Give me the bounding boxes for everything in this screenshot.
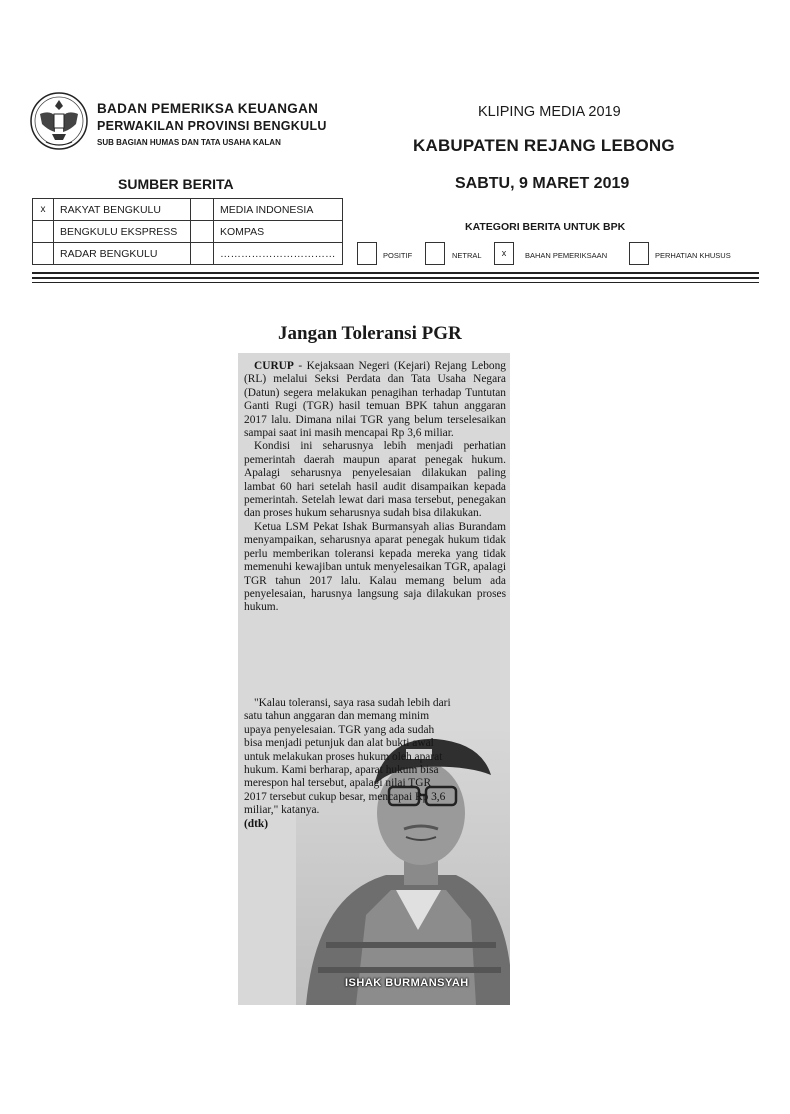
clipping-date: SABTU, 9 MARET 2019 — [455, 175, 630, 192]
article-dateline: CURUP — [254, 360, 294, 372]
article-quote-column — [244, 697, 462, 831]
kategori-checkbox-netral[interactable] — [425, 242, 445, 265]
article-paragraph: "Kalau toleransi, saya rasa sudah lebih dari satu tahun anggaran dan memang minim upaya penyelesaian. TGR yang ada sudah bisa menjadi petunjuk dan alat bukti awal untuk melakukan proses hukum oleh aparat hukum. Kami berharap, aparat hukum bisa merespon hal tersebut, apalagi nilai TGR 2017 tersebut cukup besar, mencapai Rp 3,6 miliar," katanya. — [244, 697, 451, 817]
org-name: BADAN PEMERIKSA KEUANGAN — [97, 101, 319, 116]
source-label: BENGKULU EKSPRESS — [54, 221, 191, 243]
org-branch: PERWAKILAN PROVINSI BENGKULU — [97, 119, 327, 133]
source-label: KOMPAS — [214, 221, 343, 243]
source-checkbox[interactable] — [191, 221, 214, 243]
source-label: RAKYAT BENGKULU — [54, 199, 191, 221]
photo-caption: ISHAK BURMANSYAH — [345, 977, 469, 989]
kategori-checkbox-perhatian-khusus[interactable] — [629, 242, 649, 265]
kategori-checkbox-bahan-pemeriksaan[interactable]: x — [494, 242, 514, 265]
article-signoff: (dtk) — [244, 817, 269, 830]
kategori-label-bahan-pemeriksaan: BAHAN PEMERIKSAAN — [525, 251, 608, 260]
article-headline: Jangan Toleransi PGR — [278, 323, 462, 344]
article-paragraph: Kondisi ini seharusnya lebih menjadi perhatian pemerintah daerah maupun aparat penegak hukum. Apalagi seharusnya penyelesaian dilakukan paling lambat 60 hari setelah hasil audit disampaikan kepada pemerintah. Setelah lewat dari masa tersebut, penegakan dan proses hukum seharusnya sudah bisa dilakukan. — [244, 440, 506, 520]
org-subdivision: SUB BAGIAN HUMAS DAN TATA USAHA KALAN — [97, 138, 281, 147]
article-paragraph-text: - Kejaksaan Negeri (Kejari) Rejang Lebong (RL) melalui Seksi Perdata dan Tata Usaha Negara (Datun) segera melakukan penagihan terhadap Tuntutan Ganti Rugi (TGR) hasil temuan BPK tahun anggaran 2017 lalu. Dimana nilai TGR yang belum terselesaikan sampai saat ini masih mencapai Rp 3,6 miliar. — [244, 360, 506, 440]
source-checkbox[interactable]: x — [33, 199, 54, 221]
source-label: …………………………… — [214, 243, 343, 265]
bpk-garuda-logo-icon — [28, 88, 90, 154]
kliping-title: KLIPING MEDIA 2019 — [478, 104, 621, 120]
divider — [32, 272, 759, 274]
source-row — [33, 243, 343, 265]
source-row — [33, 221, 343, 243]
source-checkbox[interactable] — [33, 221, 54, 243]
article-body — [244, 360, 506, 615]
kategori-title: KATEGORI BERITA UNTUK BPK — [465, 221, 626, 233]
source-label: MEDIA INDONESIA — [214, 199, 343, 221]
article-paragraph — [244, 360, 506, 440]
kabupaten-title: KABUPATEN REJANG LEBONG — [413, 136, 675, 155]
source-checkbox[interactable] — [191, 199, 214, 221]
sumber-berita-title: SUMBER BERITA — [118, 176, 234, 192]
source-table — [32, 198, 343, 265]
kategori-label-perhatian-khusus: PERHATIAN KHUSUS — [655, 251, 731, 260]
kategori-checkbox-positif[interactable] — [357, 242, 377, 265]
divider — [32, 277, 759, 279]
kategori-label-positif: POSITIF — [383, 251, 413, 260]
source-row — [33, 199, 343, 221]
kategori-label-netral: NETRAL — [452, 251, 482, 260]
source-checkbox[interactable] — [191, 243, 214, 265]
source-label: RADAR BENGKULU — [54, 243, 191, 265]
article-paragraph: Ketua LSM Pekat Ishak Burmansyah alias Burandam menyampaikan, seharusnya aparat penegak hukum tidak perlu memberikan toleransi kepada mereka yang tidak memenuhi kewajiban untuk menyelesaikan TGR, apalagi TGR tahun 2017 lalu. Kalau memang belum ada penyelesaian, harusnya langsung saja dilakukan proses hukum. — [244, 520, 506, 614]
source-checkbox[interactable] — [33, 243, 54, 265]
divider — [32, 282, 759, 283]
